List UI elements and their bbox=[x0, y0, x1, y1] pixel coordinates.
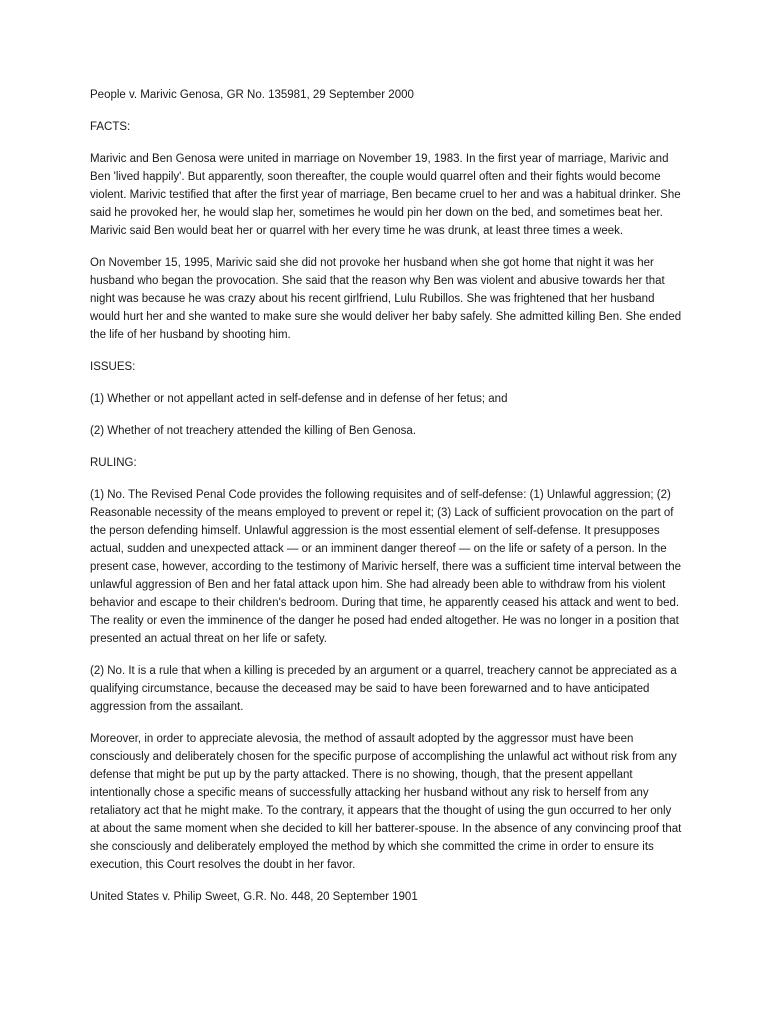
ruling-heading: RULING: bbox=[90, 457, 137, 469]
facts-paragraph: Marivic and Ben Genosa were united in marriage on November 19, 1983. In the first year of marriage, Marivic and Ben 'lived happily'. But apparently, soon thereafter, the couple would quarrel often and their fights would become violent. Marivic testified that after the first year of marriage, Ben became cruel to her and was a habitual drinker. She said he provoked her, he would slap her, sometimes he would pin her down on the bed, and sometimes beat her. Marivic said Ben would beat her or quarrel with her every time he was drunk, at least three times a week. bbox=[90, 153, 681, 237]
ruling-paragraph: (2) No. It is a rule that when a killing is preceded by an argument or a quarrel, treachery cannot be appreciated as a qualifying circumstance, because the deceased may be said to have been forewarned and to have anticipated aggression from the assailant. bbox=[90, 665, 677, 713]
ruling-paragraph: (1) No. The Revised Penal Code provides the following requisites and of self-defense: (1) Unlawful aggression; (2) Reasonable necessity of the means employed to prevent or repel it; (3) Lack of sufficient provocation on the part of the person defending himself. Unlawful aggression is the most essential element of self-defense. It presupposes actual, sudden and unexpected attack — or an imminent danger thereof — on the life or safety of a person. In the present case, however, according to the testimony of Marivic herself, there was a sufficient time interval between the unlawful aggression of Ben and her fatal attack upon him. She had already been able to withdraw from his violent behavior and escape to their children's bedroom. During that time, he apparently ceased his attack and went to bed. The reality or even the imminence of the danger he posed had ended altogether. He was no longer in a position that presented an actual threat on her life or safety. bbox=[90, 489, 682, 645]
facts-paragraph: On November 15, 1995, Marivic said she did not provoke her husband when she got home that night it was her husband who began the provocation. She said that the reason why Ben was violent and abusive towards her that night was because he was crazy about his recent girlfriend, Lulu Rubillos. She was frightened that her husband would hurt her and she wanted to make sure she would deliver her baby safely. She admitted killing Ben. She ended the life of her husband by shooting him. bbox=[90, 257, 682, 341]
facts-heading: FACTS: bbox=[90, 121, 131, 133]
ruling-paragraph: Moreover, in order to appreciate alevosia, the method of assault adopted by the aggressor must have been consciously and deliberately chosen for the specific purpose of accomplishing the unlawful act without risk from any defense that might be put up by the party attacked. There is no showing, though, that the present appellant intentionally chose a specific means of successfully attacking her husband without any risk to herself from any retaliatory act that he might make. To the contrary, it appears that the thought of using the gun occurred to her only at about the same moment when she decided to kill her batterer-spouse. In the absence of any convincing proof that she consciously and deliberately employed the method by which she committed the crime in order to ensure its execution, this Court resolves the doubt in her favor. bbox=[90, 733, 682, 871]
issue-item: (2) Whether of not treachery attended the killing of Ben Genosa. bbox=[90, 425, 417, 437]
issue-item: (1) Whether or not appellant acted in self-defense and in defense of her fetus; and bbox=[90, 393, 508, 405]
issues-heading: ISSUES: bbox=[90, 361, 136, 373]
case-title: People v. Marivic Genosa, GR No. 135981, 29 September 2000 bbox=[90, 89, 414, 101]
document-page bbox=[90, 86, 682, 920]
case-title: United States v. Philip Sweet, G.R. No. 448, 20 September 1901 bbox=[90, 891, 418, 903]
